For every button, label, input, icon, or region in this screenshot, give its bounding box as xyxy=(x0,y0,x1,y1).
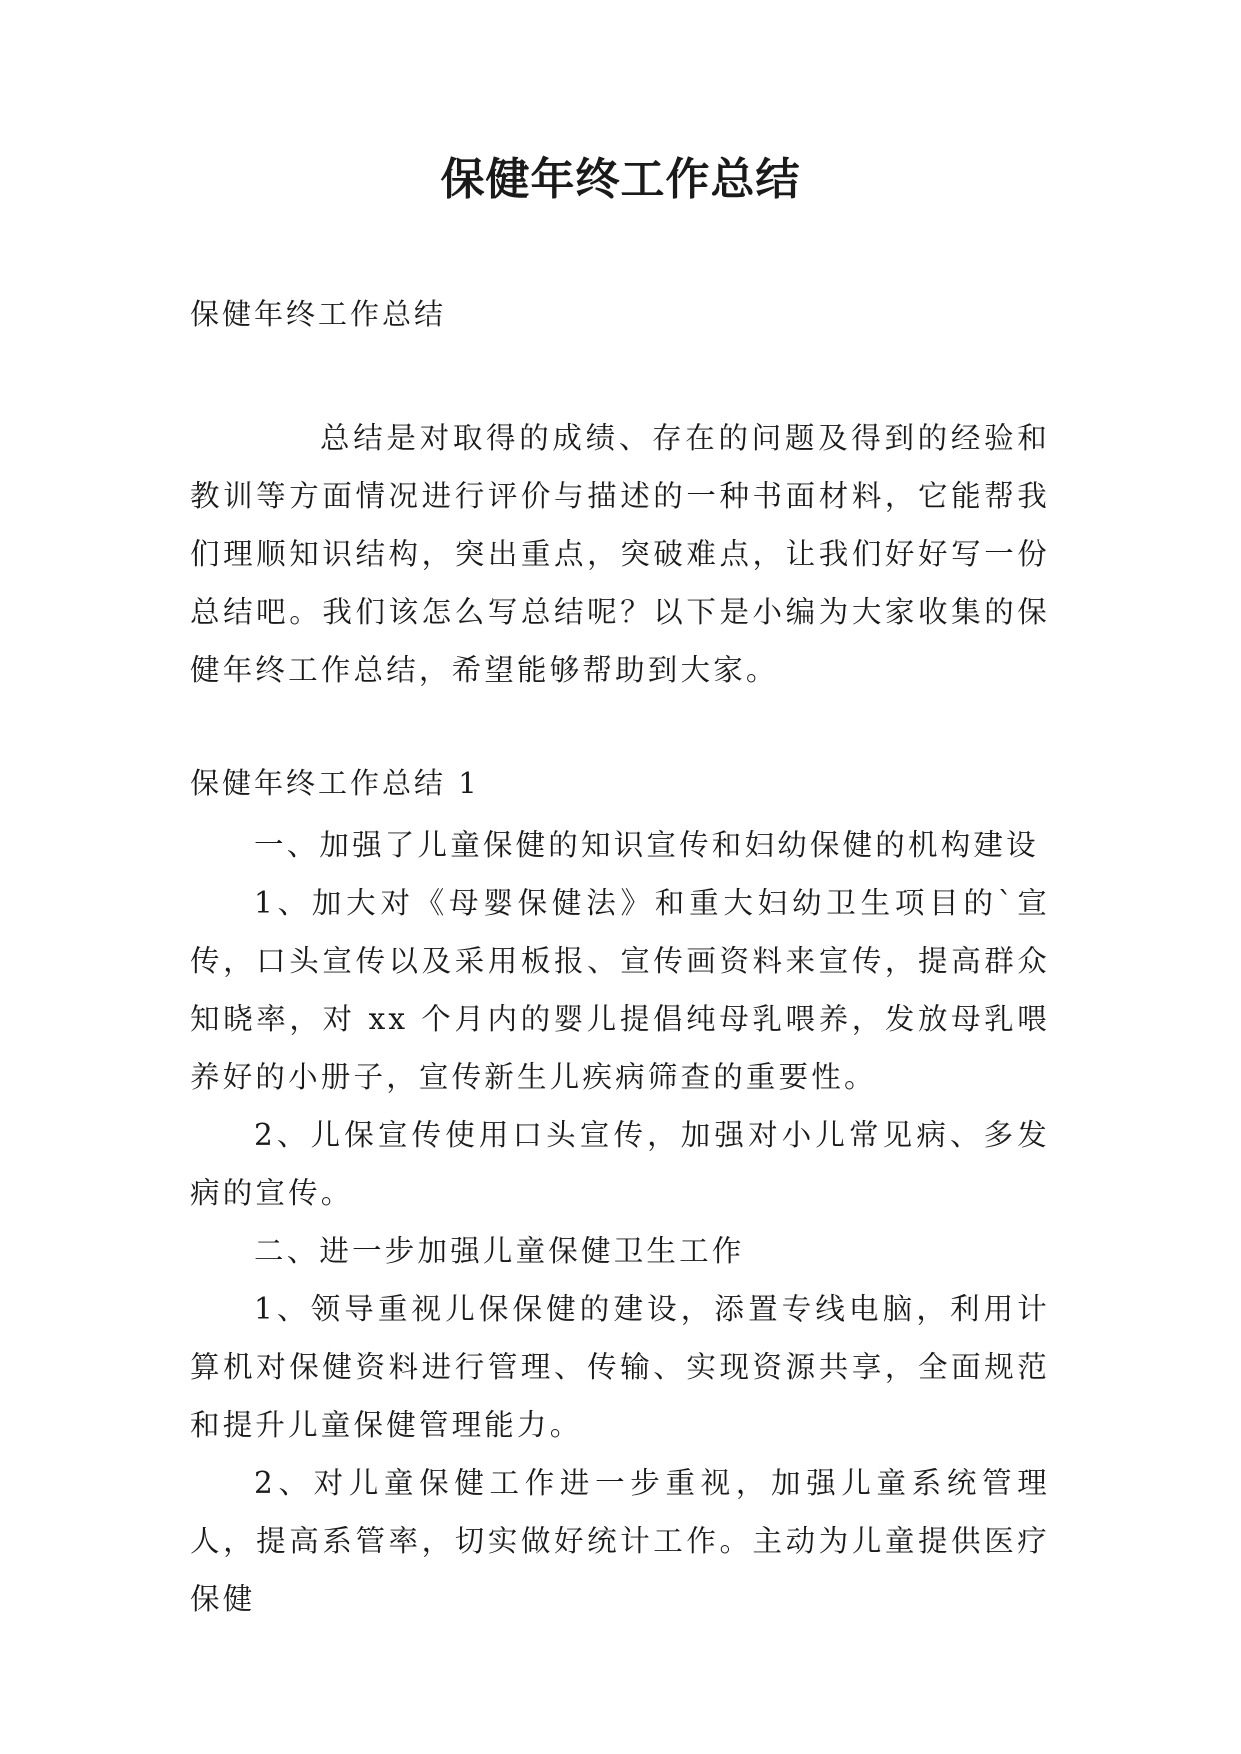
document-title: 保健年终工作总结 xyxy=(440,154,801,205)
paragraph: 1、加大对《母婴保健法》和重大妇幼卫生项目的`宣传，口头宣传以及采用板报、宣传画资料来宣传，提高群众知晓率，对 xx 个月内的婴儿提倡纯母乳喂养，发放母乳喂养好的小册子，宣传新生儿疾病筛查的重要性。 xyxy=(190,886,1050,1094)
document-subtitle: 保健年终工作总结 xyxy=(190,297,447,331)
section-content xyxy=(190,816,1050,1628)
paragraph: 一、加强了儿童保健的知识宣传和妇幼保健的机构建设 xyxy=(254,828,1039,862)
paragraph: 2、对儿童保健工作进一步重视，加强儿童系统管理人，提高系管率，切实做好统计工作。主动为儿童提供医疗保健 xyxy=(190,1466,1050,1616)
section-title: 保健年终工作总结 1 xyxy=(190,766,480,800)
paragraph: 2、儿保宣传使用口头宣传，加强对小儿常见病、多发病的宣传。 xyxy=(190,1118,1050,1210)
intro-paragraph: 总结是对取得的成绩、存在的问题及得到的经验和教训等方面情况进行评价与描述的一种书面材料，它能帮我们理顺知识结构，突出重点，突破难点，让我们好好写一份总结吧。我们该怎么写总结呢？以下是小编为大家收集的保健年终工作总结，希望能够帮助到大家。 xyxy=(190,421,1050,687)
paragraph: 二、进一步加强儿童保健卫生工作 xyxy=(254,1234,745,1268)
paragraph: 1、领导重视儿保保健的建设，添置专线电脑，利用计算机对保健资料进行管理、传输、实现资源共享，全面规范和提升儿童保健管理能力。 xyxy=(190,1292,1050,1442)
